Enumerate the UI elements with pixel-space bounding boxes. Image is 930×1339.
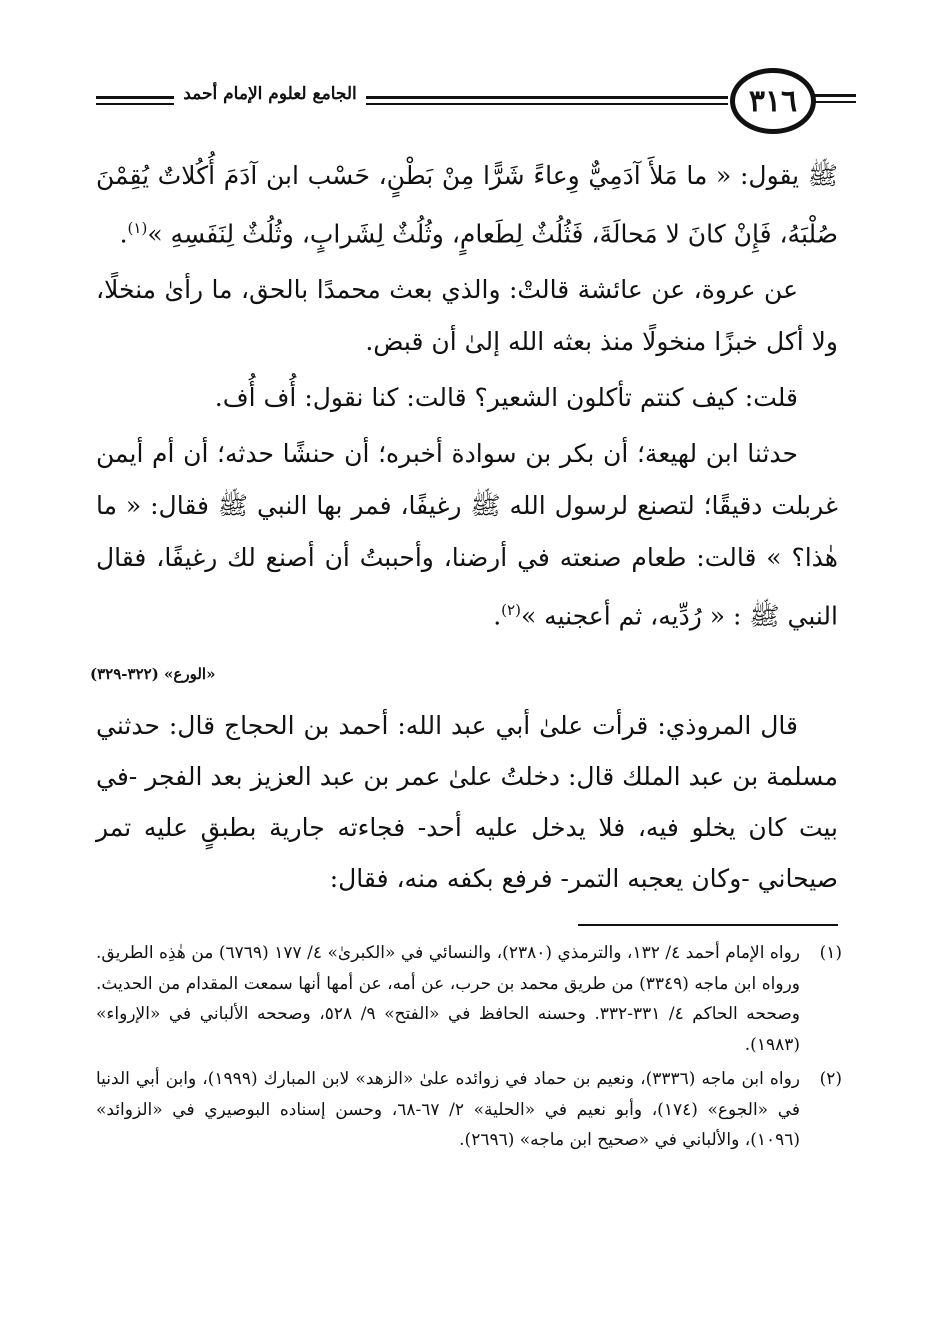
- main-text-top: [96, 150, 838, 643]
- footnote-mark: (٢): [819, 1069, 842, 1089]
- page-header: [96, 62, 856, 142]
- paragraph-barley: قلت: كيف كنتم تأكلون الشعير؟ قالت: كنا نقول: أُف أُف.: [214, 383, 798, 413]
- footnote-text: رواه ابن ماجه (٣٣٣٦)، ونعيم بن حماد في زوائده علىٰ «الزهد» لابن المبارك (١٩٩٩)، وابن أبي الدنيا في «الجوع» (١٧٤)، وأبو نعيم في «الحلية» ٢/ ٦٧-٦٨، وحسن إسناده البوصيري في «الزوائد» (١٠٩٦)، والألباني في «صحيح ابن ماجه» (٢٦٩٦).: [96, 1069, 800, 1150]
- footnotes: [96, 938, 842, 1160]
- footnote-text: رواه الإمام أحمد ٤/ ١٣٢، والترمذي (٢٣٨٠)، والنسائي في «الكبرىٰ» ٤/ ١٧٧ (٦٧٦٩) من هٰذِه الطريق. ورواه ابن ماجه (٣٣٤٩) من طريق محمد بن حرب، عن أمه، عن أمها أنها سمعت المقدام من الحديث. وصححه الحاكم ٤/ ٣٣١-٣٣٢. وحسنه الحافظ في «الفتح» ٩/ ٥٢٨، وصححه الألباني في «الإرواء» (١٩٨٣).: [96, 943, 801, 1055]
- footnote-mark: (١): [819, 943, 842, 963]
- paragraph-umm-ayman: حدثنا ابن لهيعة؛ أن بكر بن سوادة أخبره؛ أن حنشًا حدثه؛ أن أم أيمن غربلت دقيقًا؛ لتصنع لرسول الله ﷺ رغيفًا، فمر بها النبي ﷺ فقال: « ما هٰذا؟ » قالت: طعام صنعته في أرضنا، وأحببتُ أن أصنع لك رغيفًا، فقال النبي ﷺ : « رُدِّيه، ثم أعجنيه »$^{(٢)}$.: [96, 439, 838, 631]
- header-rule-left: [96, 96, 174, 105]
- footnote-ref-1: (١): [127, 219, 148, 237]
- page-number: ٣١٦: [748, 83, 798, 119]
- main-text-bottom: [96, 700, 838, 904]
- page-number-ring: [730, 68, 816, 134]
- running-title: الجامع لعلوم الإمام أحمد: [183, 84, 357, 104]
- header-rule-right: [814, 94, 856, 103]
- footnote-separator: [578, 924, 838, 926]
- footnote-ref-2: (٢): [501, 601, 521, 620]
- section-reference: «الورع» (٣٢٢-٣٢٩): [90, 665, 216, 683]
- paragraph-aisha: عن عروة، عن عائشة قالتْ: والذي بعث محمدًا بالحق، ما رأىٰ منخلًا، ولا أكل خبزًا منخولًا منذ بعثه الله إلىٰ أن قبض.: [96, 275, 838, 357]
- footnote-2: [96, 1064, 842, 1156]
- footnote-1: [96, 938, 842, 1060]
- paragraph-marwadhi: قال المروذي: قرأت علىٰ أبي عبد الله: أحمد بن الحجاج قال: حدثني مسلمة بن عبد الملك قال: دخلتُ علىٰ عمر بن عبد العزيز بعد الفجر -في بيت كان يخلو فيه، فلا يدخل عليه أحد- فجاءته جارية بطبقٍ عليه تمر صيحاني -وكان يعجبه التمر- فرفع بكفه منه، فقال:: [96, 711, 838, 893]
- header-rule-middle: [366, 96, 728, 105]
- paragraph-hadith-stomach: ﷺ يقول: « ما مَلأَ آدَمِيٌّ وِعاءً شَرًّا مِنْ بَطْنٍ، حَسْب ابن آدَمَ أُكُلاتٌ يُقِمْنَ صُلْبَهُ، فَإِنْ كانَ لا مَحالَةَ، فَثُلُثٌ لِطَعامٍ، وثُلُثٌ لِشَرابٍ، وثُلُثٌ لِنَفَسِهِ »$^{(١)}$.: [96, 161, 838, 249]
